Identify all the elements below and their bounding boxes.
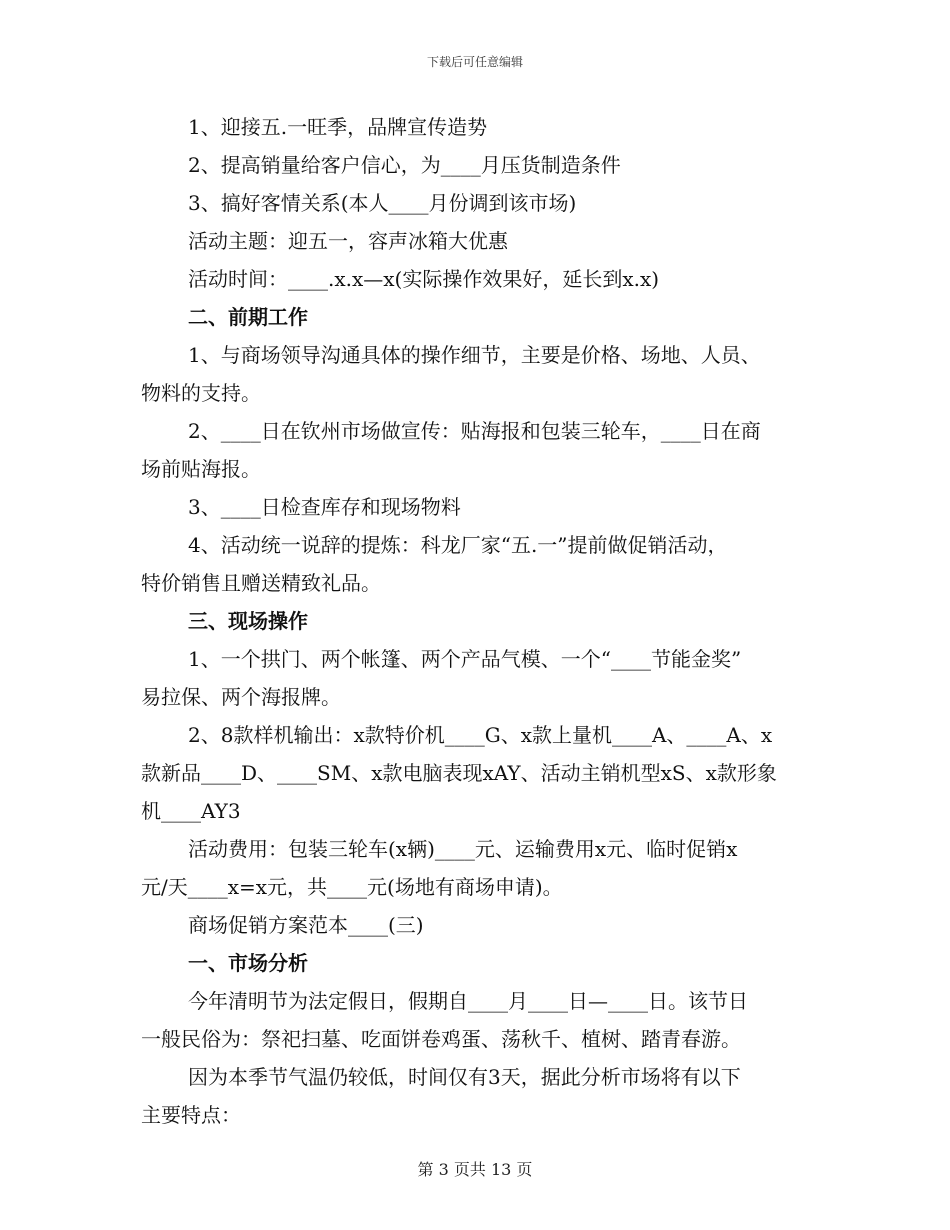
section-heading: 三、现场操作	[188, 609, 308, 633]
paragraph-line: 场前贴海报。	[141, 457, 261, 481]
paragraph-line: 易拉保、两个海报牌。	[141, 685, 341, 709]
page-footer: 第 3 页共 13 页	[417, 1160, 533, 1179]
paragraph-line: 4、活动统一说辞的提炼：科龙厂家“五.一”提前做促销活动，	[188, 533, 728, 557]
section-heading: 二、前期工作	[188, 305, 308, 329]
paragraph-line: 2、____日在钦州市场做宣传：贴海报和包装三轮车，____日在商	[188, 419, 761, 443]
paragraph-line: 活动时间：____.x.x—x(实际操作效果好，延长到x.x)	[188, 267, 660, 291]
paragraph-line: 一般民俗为：祭祀扫墓、吃面饼卷鸡蛋、荡秋千、植树、踏青春游。	[141, 1027, 741, 1051]
page-header: 下载后可任意编辑	[426, 55, 523, 69]
paragraph-line: 机____AY3	[141, 799, 241, 823]
document-body	[141, 108, 813, 1134]
paragraph-line: 元/天____x=x元，共____元(场地有商场申请)。	[141, 875, 563, 899]
section-heading: 一、市场分析	[188, 951, 308, 975]
paragraph-line: 因为本季节气温仍较低，时间仅有3天，据此分析市场将有以下	[188, 1065, 741, 1089]
paragraph-line: 2、提高销量给客户信心，为____月压货制造条件	[188, 153, 621, 177]
paragraph-line: 2、8款样机输出：x款特价机____G、x款上量机____A、____A、x	[188, 723, 773, 747]
paragraph-line: 活动费用：包装三轮车(x辆)____元、运输费用x元、临时促销x	[188, 837, 738, 861]
paragraph-line: 1、与商场领导沟通具体的操作细节，主要是价格、场地、人员、	[188, 343, 761, 367]
paragraph-line: 3、搞好客情关系(本人____月份调到该市场)	[188, 191, 577, 215]
paragraph-line: 商场促销方案范本____(三)	[188, 913, 424, 937]
paragraph-line: 3、____日检查库存和现场物料	[188, 495, 461, 519]
paragraph-line: 物料的支持。	[141, 381, 261, 405]
paragraph-line: 今年清明节为法定假日，假期自____月____日—____日。该节日	[188, 989, 748, 1013]
paragraph-line: 活动主题：迎五一，容声冰箱大优惠	[188, 229, 508, 253]
paragraph-line: 1、迎接五.一旺季，品牌宣传造势	[188, 115, 488, 139]
paragraph-line: 款新品____D、____SM、x款电脑表现xAY、活动主销机型xS、x款形象	[141, 761, 777, 785]
paragraph-line: 主要特点：	[141, 1103, 241, 1127]
paragraph-line: 1、一个拱门、两个帐篷、两个产品气模、一个“____节能金奖”	[188, 647, 742, 671]
paragraph-line: 特价销售且赠送精致礼品。	[141, 571, 381, 595]
